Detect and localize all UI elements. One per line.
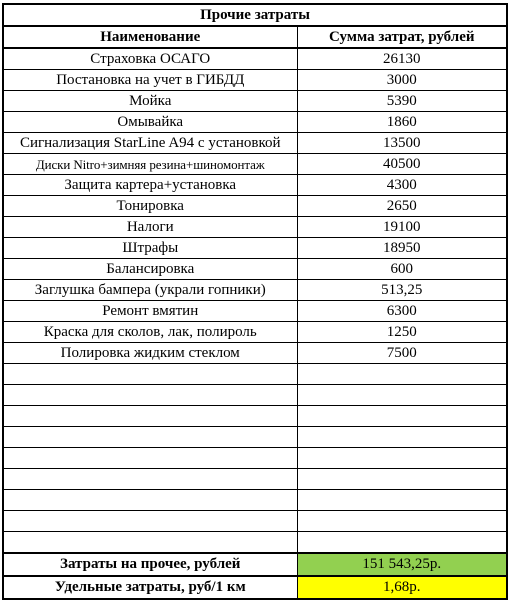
empty-cell — [3, 364, 297, 385]
total-label: Затраты на прочее, рублей — [3, 553, 297, 576]
total-value: 151 543,25р. — [297, 553, 507, 576]
empty-cell — [3, 385, 297, 406]
item-sum: 19100 — [297, 217, 507, 238]
empty-row — [3, 469, 507, 490]
empty-cell — [3, 406, 297, 427]
table-row — [3, 112, 507, 133]
item-sum: 600 — [297, 259, 507, 280]
empty-cell — [297, 427, 507, 448]
item-sum: 40500 — [297, 154, 507, 175]
empty-cell — [3, 469, 297, 490]
empty-row — [3, 385, 507, 406]
table-row — [3, 343, 507, 364]
table-row — [3, 154, 507, 175]
table-row — [3, 91, 507, 112]
empty-cell — [3, 511, 297, 532]
header-row — [3, 26, 507, 48]
table-row — [3, 133, 507, 154]
empty-cell — [3, 532, 297, 554]
item-name: Штрафы — [3, 238, 297, 259]
table-title: Прочие затраты — [3, 4, 507, 26]
item-sum: 6300 — [297, 301, 507, 322]
empty-cell — [3, 448, 297, 469]
empty-row — [3, 490, 507, 511]
empty-row — [3, 364, 507, 385]
expenses-table — [2, 3, 508, 600]
item-sum: 2650 — [297, 196, 507, 217]
item-sum: 7500 — [297, 343, 507, 364]
table-row — [3, 175, 507, 196]
item-sum: 1250 — [297, 322, 507, 343]
empty-cell — [297, 364, 507, 385]
table-row — [3, 259, 507, 280]
empty-row — [3, 406, 507, 427]
empty-row — [3, 532, 507, 554]
item-name: Омывайка — [3, 112, 297, 133]
empty-cell — [297, 511, 507, 532]
item-sum: 1860 — [297, 112, 507, 133]
table-row — [3, 280, 507, 301]
empty-cell — [3, 490, 297, 511]
item-sum: 26130 — [297, 48, 507, 70]
table-row — [3, 70, 507, 91]
item-name: Балансировка — [3, 259, 297, 280]
item-name: Ремонт вмятин — [3, 301, 297, 322]
item-sum: 18950 — [297, 238, 507, 259]
title-row — [3, 4, 507, 26]
unit-cost-label: Удельные затраты, руб/1 км — [3, 576, 297, 599]
item-name: Постановка на учет в ГИБДД — [3, 70, 297, 91]
empty-row — [3, 427, 507, 448]
table-row — [3, 301, 507, 322]
empty-cell — [3, 427, 297, 448]
item-sum: 513,25 — [297, 280, 507, 301]
table-row — [3, 322, 507, 343]
header-name: Наименование — [3, 26, 297, 48]
unit-cost-row — [3, 576, 507, 599]
item-name: Полировка жидким стеклом — [3, 343, 297, 364]
table-row — [3, 217, 507, 238]
item-sum: 13500 — [297, 133, 507, 154]
empty-row — [3, 448, 507, 469]
item-sum: 4300 — [297, 175, 507, 196]
item-name: Диски Nitro+зимняя резина+шиномонтаж — [3, 154, 297, 175]
item-name: Мойка — [3, 91, 297, 112]
item-name: Заглушка бампера (украли гопники) — [3, 280, 297, 301]
total-row — [3, 553, 507, 576]
unit-cost-value: 1,68р. — [297, 576, 507, 599]
item-name: Краска для сколов, лак, полироль — [3, 322, 297, 343]
empty-cell — [297, 532, 507, 554]
table-row — [3, 196, 507, 217]
empty-cell — [297, 385, 507, 406]
table-row — [3, 48, 507, 70]
empty-cell — [297, 448, 507, 469]
header-sum: Сумма затрат, рублей — [297, 26, 507, 48]
item-name: Страховка ОСАГО — [3, 48, 297, 70]
item-name: Защита картера+установка — [3, 175, 297, 196]
empty-cell — [297, 406, 507, 427]
item-name: Налоги — [3, 217, 297, 238]
table-row — [3, 238, 507, 259]
empty-row — [3, 511, 507, 532]
item-sum: 3000 — [297, 70, 507, 91]
item-name: Тонировка — [3, 196, 297, 217]
item-sum: 5390 — [297, 91, 507, 112]
empty-cell — [297, 469, 507, 490]
item-name: Сигнализация StarLine A94 с установкой — [3, 133, 297, 154]
empty-cell — [297, 490, 507, 511]
